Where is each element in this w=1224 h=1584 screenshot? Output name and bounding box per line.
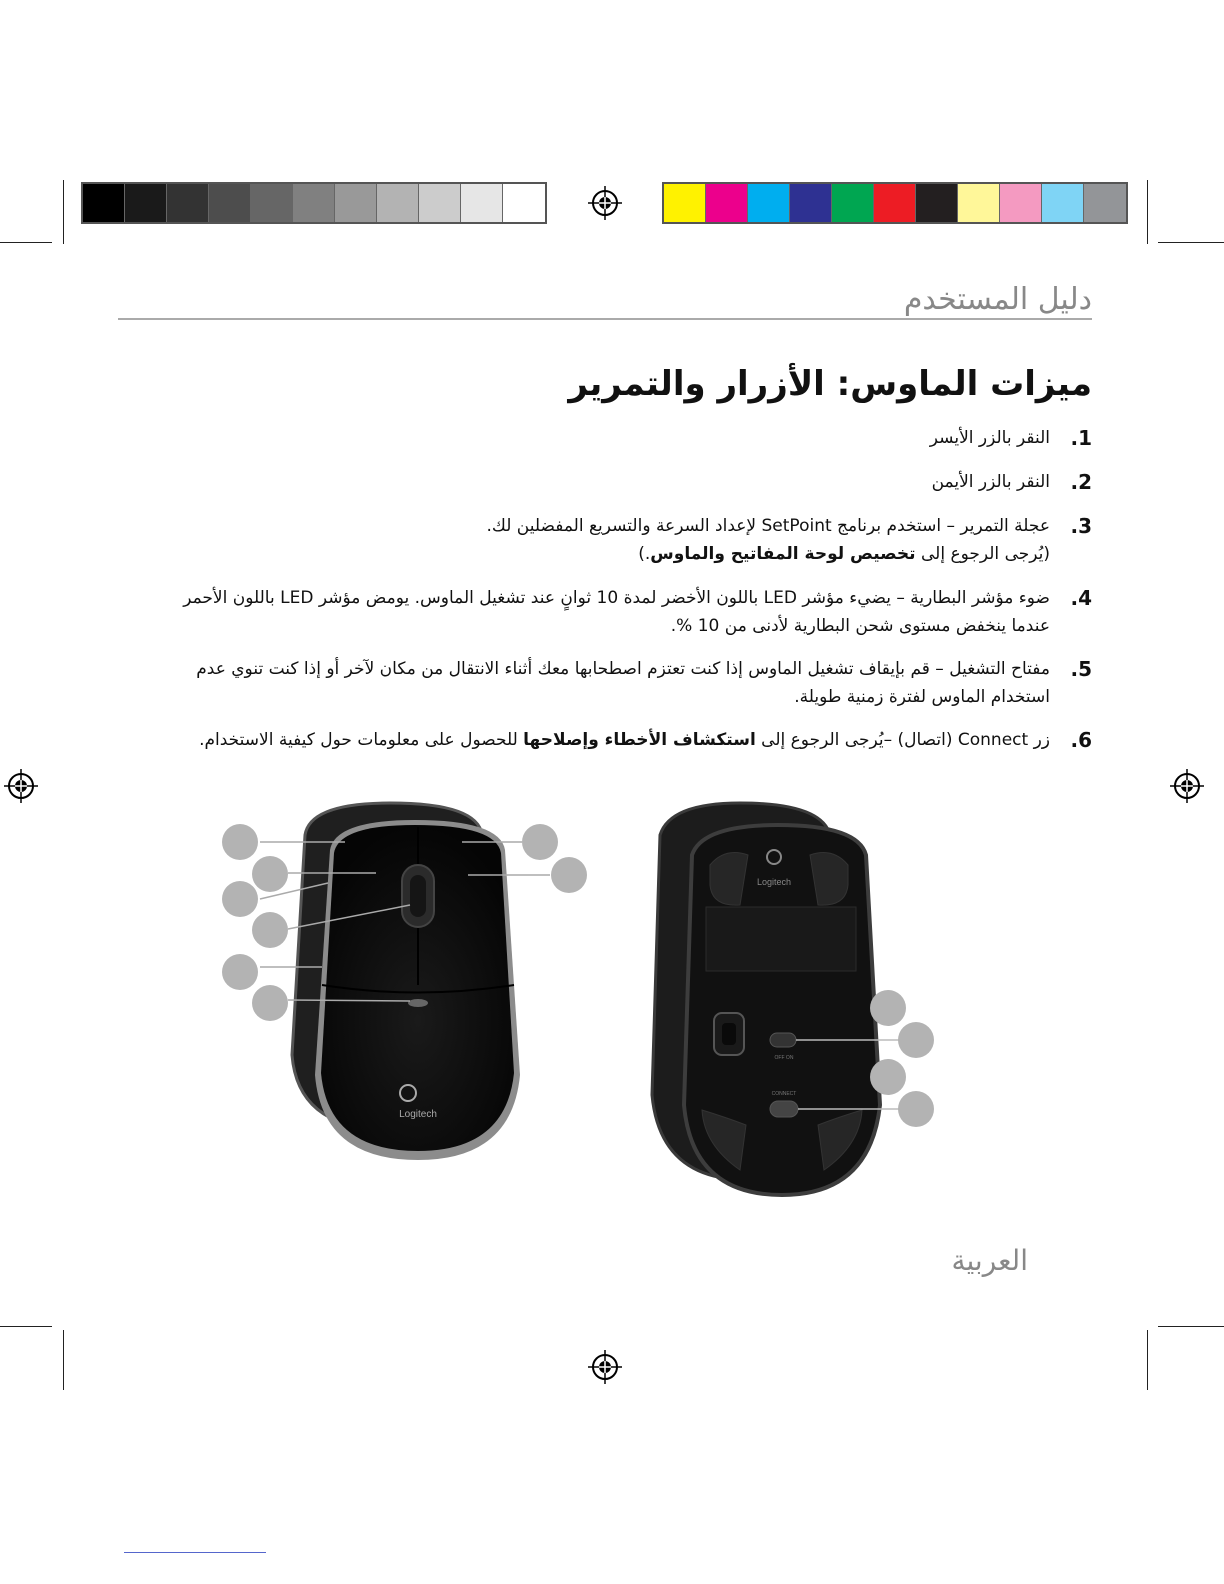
crop-mark <box>1147 180 1148 244</box>
item-text-continued: للحصول على معلومات حول كيفية الاستخدام. <box>199 730 524 750</box>
item-text-continued: استخدام الماوس لفترة زمنية طويلة. <box>794 687 1050 707</box>
color-swatch <box>790 184 832 222</box>
gray-swatch <box>419 184 461 222</box>
item-text: النقر بالزر الأيمن <box>931 472 1050 492</box>
mouse-bottom-logo: Logitech <box>756 877 792 887</box>
footer-rule <box>124 1552 266 1553</box>
power-switch-label: OFF ON <box>774 1055 794 1061</box>
cross-reference-link[interactable]: استكشاف الأخطاء وإصلاحها <box>523 730 756 750</box>
callout-marker <box>870 1059 906 1095</box>
list-item-2 <box>132 468 1092 496</box>
item-number: 2. <box>1070 470 1092 494</box>
gray-swatch <box>377 184 419 222</box>
item-text: النقر بالزر الأيسر <box>929 428 1050 448</box>
gray-swatch <box>209 184 251 222</box>
item-text: ضوء مؤشر البطارية – يضيء مؤشر LED باللون الأخضر لمدة 10 ثوانٍ عند تشغيل الماوس. يومض مؤشر LED باللون الأحمر <box>183 588 1050 608</box>
registration-target-icon <box>4 769 38 803</box>
callout-marker <box>252 912 288 948</box>
document-title: دليل المستخدم <box>903 282 1092 317</box>
color-swatch <box>664 184 706 222</box>
gray-swatch <box>167 184 209 222</box>
crop-mark <box>1158 242 1224 243</box>
item-text-continued: (يُرجى الرجوع إلى <box>915 544 1050 564</box>
callout-marker <box>870 990 906 1026</box>
list-item-3 <box>132 512 1092 568</box>
list-item-5 <box>132 655 1092 711</box>
callout-marker <box>898 1022 934 1058</box>
section-title: ميزات الماوس: الأزرار والتمرير <box>568 364 1092 404</box>
callout-marker <box>222 824 258 860</box>
gray-swatch <box>335 184 377 222</box>
registration-target-icon <box>588 1350 622 1384</box>
list-item-4 <box>132 584 1092 640</box>
list-item-6 <box>132 726 1092 754</box>
crop-mark <box>1158 1326 1224 1327</box>
item-text: عجلة التمرير – استخدم برنامج SetPoint لإعداد السرعة والتسريع المفضلين لك. <box>486 516 1050 536</box>
item-number: 6. <box>1070 728 1092 752</box>
color-swatch <box>1084 184 1126 222</box>
item-text-continued: عندما ينخفض مستوى شحن البطارية لأدنى من 10 %. <box>670 616 1050 636</box>
item-number: 1. <box>1070 426 1092 450</box>
crop-mark <box>0 1326 52 1327</box>
language-label: العربية <box>951 1244 1028 1277</box>
gray-swatch <box>83 184 125 222</box>
color-swatch <box>958 184 1000 222</box>
color-swatch <box>748 184 790 222</box>
registration-target-icon <box>588 186 622 220</box>
callout-marker <box>222 881 258 917</box>
gray-color-bar <box>81 182 547 224</box>
item-number: 5. <box>1070 657 1092 681</box>
registration-target-icon <box>1170 769 1204 803</box>
crop-mark <box>0 242 52 243</box>
item-number: 3. <box>1070 514 1092 538</box>
gray-swatch <box>125 184 167 222</box>
color-swatch <box>916 184 958 222</box>
item-text: زر Connect (اتصال) –يُرجى الرجوع إلى <box>755 730 1050 750</box>
color-swatch <box>874 184 916 222</box>
mouse-top-logo: Logitech <box>399 1109 437 1120</box>
callout-marker <box>898 1091 934 1127</box>
callout-marker <box>252 985 288 1021</box>
item-text-continued: .) <box>638 544 651 564</box>
callout-marker <box>522 824 558 860</box>
cross-reference-link[interactable]: تخصيص لوحة المفاتيح والماوس <box>650 544 916 564</box>
crop-mark <box>63 1330 64 1390</box>
color-swatch <box>706 184 748 222</box>
connect-button-label: CONNECT <box>771 1091 797 1097</box>
callout-marker <box>252 856 288 892</box>
list-item-1 <box>132 424 1092 452</box>
gray-swatch <box>293 184 335 222</box>
color-swatch <box>1042 184 1084 222</box>
item-number: 4. <box>1070 586 1092 610</box>
process-color-bar <box>662 182 1128 224</box>
gray-swatch <box>251 184 293 222</box>
mouse-bottom-view-image <box>630 795 960 1205</box>
item-text: مفتاح التشغيل – قم بإيقاف تشغيل الماوس إذا كنت تعتزم اصطحابها معك أثناء الانتقال من مكان لآخر أو إذا كنت تنوي عدم <box>196 659 1050 679</box>
callout-marker <box>551 857 587 893</box>
color-swatch <box>1000 184 1042 222</box>
title-divider <box>118 318 1092 320</box>
gray-swatch <box>461 184 503 222</box>
color-swatch <box>832 184 874 222</box>
crop-mark <box>1147 1330 1148 1390</box>
crop-mark <box>63 180 64 244</box>
callout-marker <box>222 954 258 990</box>
gray-swatch <box>503 184 545 222</box>
